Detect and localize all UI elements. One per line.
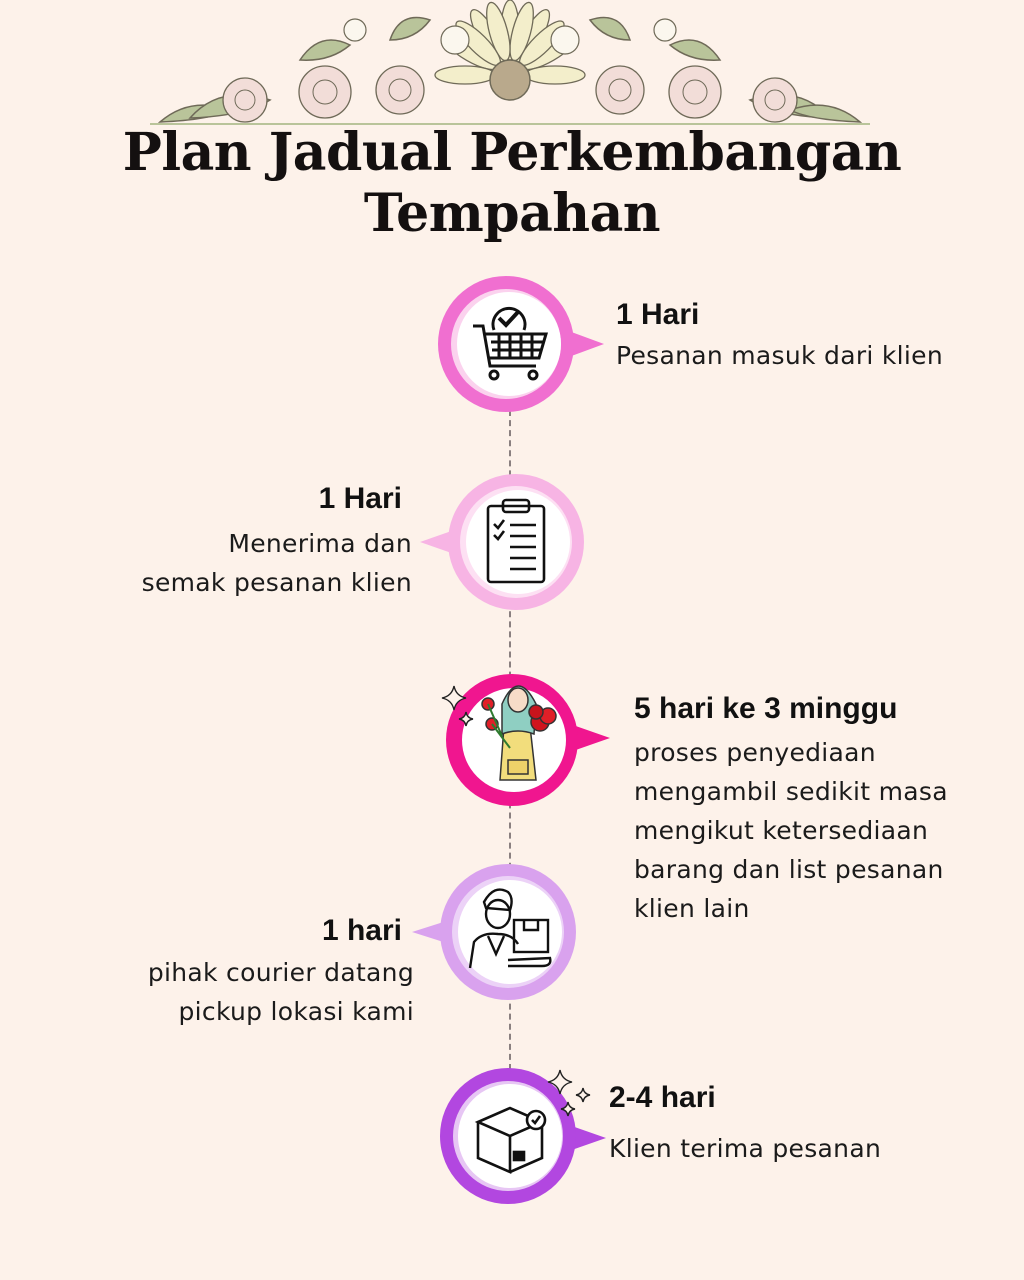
step-4-duration: 1 hari bbox=[321, 914, 402, 947]
step-5-node bbox=[438, 1066, 608, 1206]
step-1-duration: 1 Hari bbox=[616, 298, 700, 331]
page-title: Plan Jadual Perkembangan Tempahan bbox=[122, 122, 902, 244]
floral-header-illustration bbox=[150, 0, 870, 128]
step-3-description: proses penyediaan mengambil sedikit masa mengikut ketersediaan barang dan list pesanan klien lain bbox=[634, 738, 948, 923]
step-2-node bbox=[420, 470, 590, 610]
step-4-description: pihak courier datang pickup lokasi kami bbox=[147, 958, 414, 1026]
step-3-node bbox=[440, 664, 615, 809]
step-2-description: Menerima dan semak pesanan klien bbox=[141, 529, 412, 597]
step-2-duration: 1 Hari bbox=[318, 482, 402, 515]
step-3-duration: 5 hari ke 3 minggu bbox=[634, 692, 898, 725]
step-5-duration: 2-4 hari bbox=[609, 1081, 716, 1114]
step-1-node bbox=[436, 274, 606, 414]
step-4-node bbox=[412, 862, 582, 1002]
step-1-description: Pesanan masuk dari klien bbox=[616, 341, 943, 370]
step-5-description: Klien terima pesanan bbox=[609, 1134, 882, 1163]
